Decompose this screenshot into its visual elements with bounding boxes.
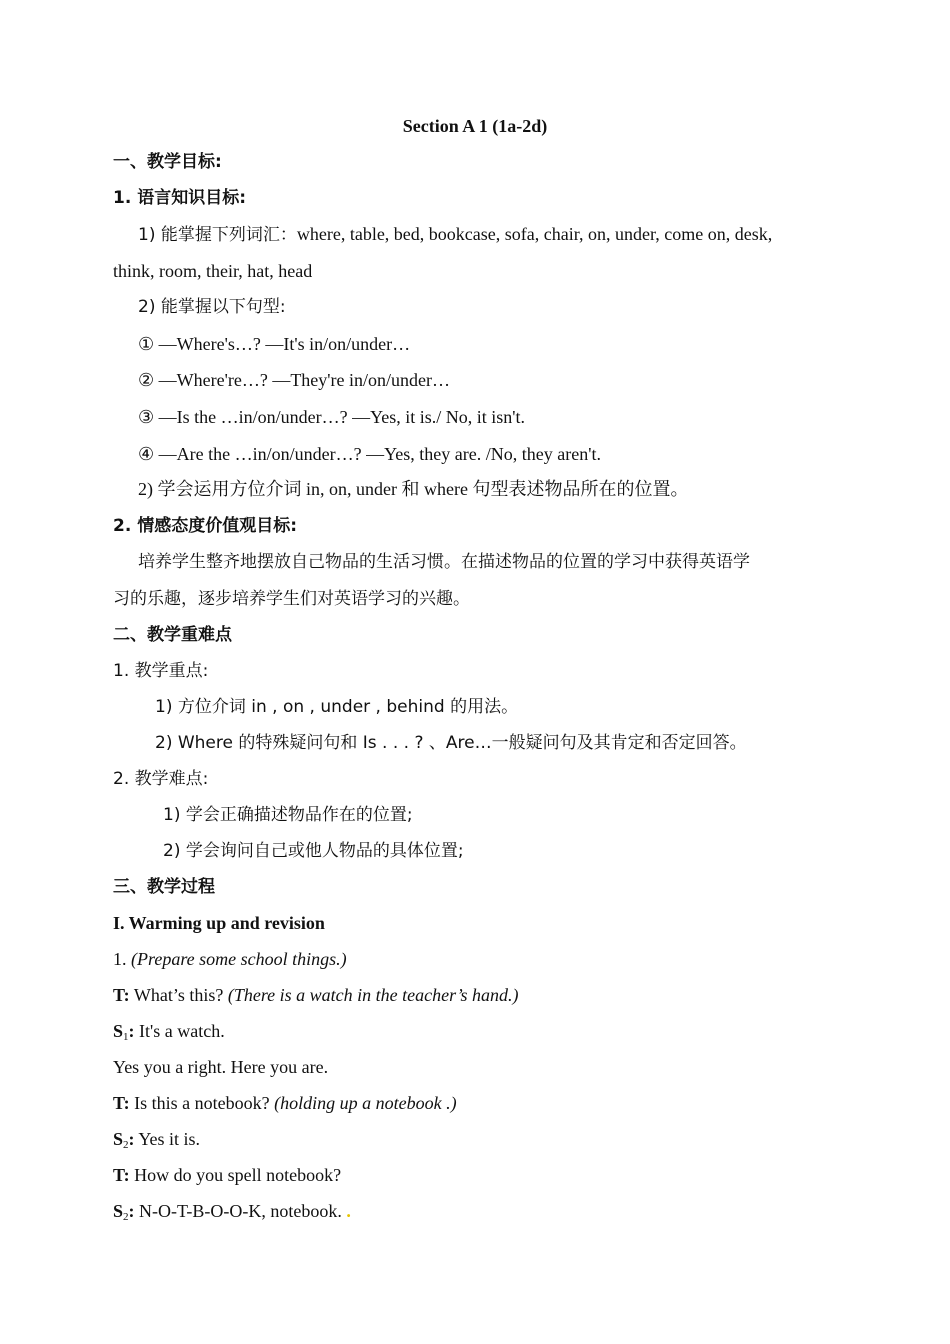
pattern-item: ④ —Are the …in/on/under…? —Yes, they are. /No, they aren't. xyxy=(138,444,601,464)
vocab-label: 1) 能掌握下列词汇： xyxy=(138,225,297,245)
patterns-label: 2) 能掌握以下句型: xyxy=(138,297,286,317)
subheading-language-knowledge: 1. 语言知识目标: xyxy=(113,188,247,208)
utterance: Yes it is. xyxy=(134,1129,201,1149)
section-heading-key-difficult: 二、教学重难点 xyxy=(113,625,232,645)
emotional-text-1: 培养学生整齐地摆放自己物品的生活习惯。在描述物品的位置的学习中获得英语学 xyxy=(138,552,750,572)
dialogue-line xyxy=(113,1055,840,1079)
page-title: Section A 1 (1a-2d) xyxy=(402,116,548,136)
key-points-label: 1. 教学重点: xyxy=(113,661,209,681)
speaker: T xyxy=(113,1165,124,1185)
step-1 xyxy=(113,947,840,971)
subheading-emotional-objectives: 2. 情感态度价值观目标: xyxy=(113,516,298,536)
key-point-item: 2) Where 的特殊疑问句和 Is . . . ? 、Are…一般疑问句及其肯定和否定回答。 xyxy=(155,733,747,753)
emotional-text-2: 习的乐趣，逐步培养学生们对英语学习的兴趣。 xyxy=(113,589,470,609)
speaker: T xyxy=(113,985,124,1005)
key-point-item: 1) 方位介词 in , on , under , behind 的用法。 xyxy=(155,697,519,717)
speaker-subscript: 1 xyxy=(123,1031,129,1043)
difficult-point-item: 1) 学会正确描述物品作在的位置; xyxy=(163,805,413,825)
utterance: Is this a notebook? xyxy=(129,1093,275,1113)
section-heading-process: 三、教学过程 xyxy=(113,877,215,897)
difficult-points-label: 2. 教学难点: xyxy=(113,769,209,789)
difficult-point-item: 2) 学会询问自己或他人物品的具体位置; xyxy=(163,841,464,861)
vocab-line-1 xyxy=(138,222,840,247)
dialogue-line: T: How do you spell notebook? xyxy=(113,1165,342,1185)
utterance: What’s this? xyxy=(129,985,228,1005)
usage-objective: 2) 学会运用方位介词 in, on, under 和 where 句型表述物品所在的位置。 xyxy=(138,479,689,499)
dialogue-line: T: Is this a notebook? (holding up a notebook .) xyxy=(113,1093,457,1113)
utterance: It's a watch. xyxy=(134,1021,225,1041)
dialogue-line: $S_1$: It's a watch. xyxy=(113,1021,225,1043)
speaker: S xyxy=(113,1129,124,1149)
utterance: Yes you a right. Here you are. xyxy=(113,1057,329,1077)
step-note: (Prepare some school things.) xyxy=(131,949,347,969)
vocab-words-1: where, table, bed, bookcase, sofa, chair, on, under, come on, desk, xyxy=(296,224,773,244)
stage-note: (There is a watch in the teacher’s hand.) xyxy=(227,985,519,1005)
dialogue-line: $S_2$: N-O-T-B-O-O-K, notebook. . xyxy=(113,1201,351,1223)
step-number: 1. xyxy=(113,949,131,969)
section-heading-objectives: 一、教学目标: xyxy=(113,152,222,172)
pattern-item: ③ —Is the …in/on/under…? —Yes, it is./ No, it isn't. xyxy=(138,407,526,427)
speaker: S xyxy=(113,1021,124,1041)
pattern-item: ② —Where're…? —They're in/on/under… xyxy=(138,370,451,390)
pattern-item: ① —Where's…? —It's in/on/under… xyxy=(138,334,411,354)
utterance: N-O-T-B-O-O-K, notebook. xyxy=(134,1201,342,1221)
utterance: How do you spell notebook? xyxy=(129,1165,342,1185)
marker-dot: . xyxy=(341,1201,351,1221)
part-heading-warming-up: I. Warming up and revision xyxy=(113,913,325,933)
vocab-words-2: think, room, their, hat, head xyxy=(113,261,313,281)
speaker: T xyxy=(113,1093,124,1113)
speaker-subscript: 2 xyxy=(123,1211,129,1223)
speaker-subscript: 2 xyxy=(123,1139,129,1151)
dialogue-line: $S_2$: Yes it is. xyxy=(113,1129,201,1151)
stage-note: (holding up a notebook .) xyxy=(274,1093,457,1113)
dialogue-line: T: What’s this? (There is a watch in the teacher’s hand.) xyxy=(113,985,519,1005)
speaker: S xyxy=(113,1201,124,1221)
